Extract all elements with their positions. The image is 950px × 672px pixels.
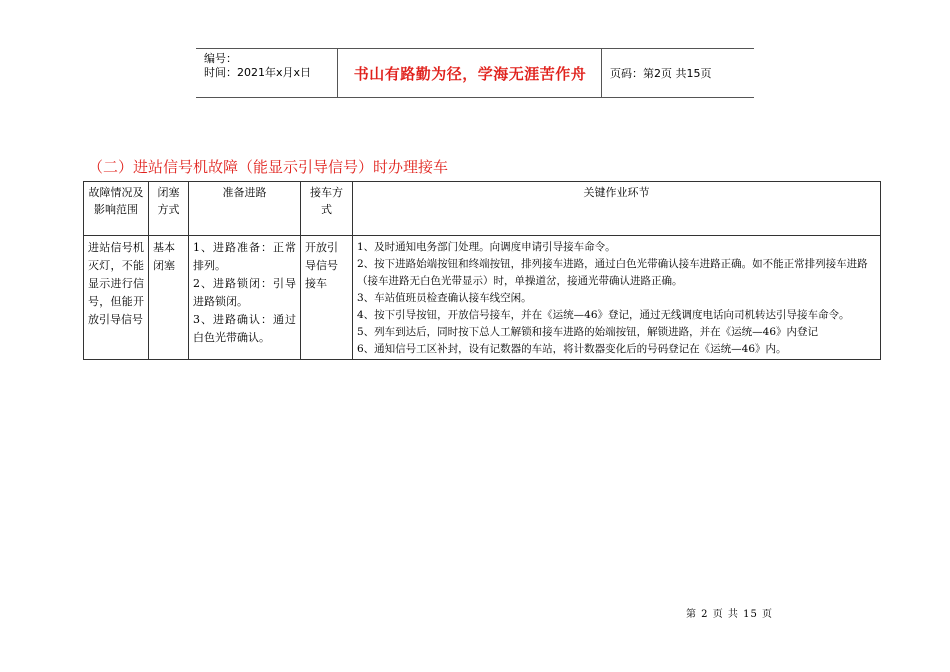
route-step: 3、进路确认：通过白色光带确认。 [193, 313, 296, 344]
header-route: 准备进路 [189, 182, 301, 236]
route-step: 1、进路准备：正常排列。 [193, 241, 296, 272]
table-header-row [84, 182, 881, 236]
key-step: 4、按下引导按钮，开放信号接车，并在《运统—46》登记，通过无线调度电话向司机转达引导接车命令。 [357, 309, 850, 321]
cell-fault: 进站信号机灭灯，不能显示进行信号，但能开放引导信号 [84, 236, 149, 360]
header-fault: 故障情况及影响范围 [84, 182, 149, 236]
header-steps: 关键作业环节 [353, 182, 881, 236]
header-page-info: 页码：第2页 共15页 [610, 67, 712, 80]
document-number-label: 编号： [204, 52, 237, 65]
table-row [84, 236, 881, 360]
header-block: 闭塞方式 [149, 182, 189, 236]
page-header [196, 48, 754, 98]
key-step: 3、车站值班员检查确认接车线空闲。 [357, 292, 532, 304]
section-title: （二）进站信号机故障（能显示引导信号）时办理接车 [88, 158, 449, 176]
cell-method: 开放引导信号接车 [301, 236, 353, 360]
header-meta [196, 49, 338, 97]
procedure-table [83, 181, 881, 360]
document-time: 时间：2021年x月x日 [204, 66, 312, 79]
key-step: 2、按下进路始端按钮和终端按钮，排列接车进路，通过白色光带确认接车进路正确。如不能正常排列接车进路（接车进路无白色光带显示）时，单操道岔，接通光带确认进路正确。 [357, 258, 868, 287]
page-footer: 第 2 页 共 15 页 [686, 609, 773, 620]
cell-steps [353, 236, 881, 360]
cell-block: 基本闭塞 [149, 236, 189, 360]
key-step: 1、及时通知电务部门处理。向调度申请引导接车命令。 [357, 241, 616, 253]
header-motto: 书山有路勤为径，学海无涯苦作舟 [339, 49, 602, 97]
header-method: 接车方式 [301, 182, 353, 236]
route-step: 2、进路锁闭：引导进路锁闭。 [193, 277, 296, 308]
key-step: 6、通知信号工区补封，设有记数器的车站，将计数器变化后的号码登记在《运统—46》内。 [357, 343, 787, 355]
cell-route [189, 236, 301, 360]
key-step: 5、列车到达后，同时按下总人工解锁和接车进路的始端按钮，解锁进路，并在《运统—46》内登记 [357, 326, 819, 338]
